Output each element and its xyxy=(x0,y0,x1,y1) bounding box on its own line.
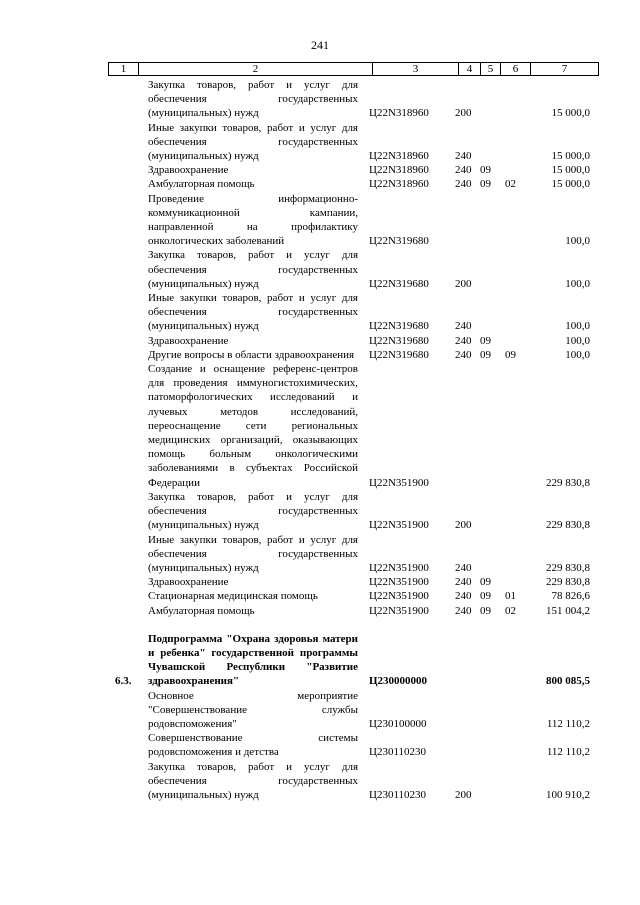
row-expense-type: 240 xyxy=(455,561,472,574)
row-code: Ц22N319680 xyxy=(369,320,429,333)
row-label: Закупка товаров, работ и услуг для обеспечения государственных (муниципальных) нужд xyxy=(148,249,358,290)
table-row xyxy=(0,575,640,589)
row-amount: 15 000,0 xyxy=(551,107,590,120)
row-number: 6.3. xyxy=(115,675,132,688)
row-expense-type: 240 xyxy=(455,320,472,333)
row-amount: 100,0 xyxy=(565,320,590,333)
table-row xyxy=(0,731,640,759)
table-row xyxy=(0,163,640,177)
header-col-6: 6 xyxy=(501,63,531,75)
row-code: Ц22N351900 xyxy=(369,604,429,617)
row-amount: 15 000,0 xyxy=(551,178,590,191)
row-code: Ц22N351900 xyxy=(369,519,429,532)
header-col-1: 1 xyxy=(109,63,139,75)
row-amount: 229 830,8 xyxy=(546,519,590,532)
row-label: Подпрограмма "Охрана здоровья матери и ребенка" государственной программы Чувашской Республики "Развитие здравоохранения" xyxy=(148,632,358,688)
row-expense-type: 200 xyxy=(455,277,472,290)
row-label: Иные закупки товаров, работ и услуг для обеспечения государственных (муниципальных) нужд xyxy=(148,121,358,163)
page-number: 241 xyxy=(311,38,329,52)
row-code: Ц230100000 xyxy=(369,717,427,730)
row-label: Здравоохранение xyxy=(148,164,229,177)
row-amount: 112 110,2 xyxy=(546,717,590,730)
row-code: Ц22N319680 xyxy=(369,235,429,248)
table-row xyxy=(0,334,640,348)
row-label: Другие вопросы в области здравоохранения xyxy=(148,348,355,361)
table-row xyxy=(0,589,640,603)
row-label: Закупка товаров, работ и услуг для обеспечения государственных (муниципальных) нужд xyxy=(148,79,358,120)
row-subsection: 09 xyxy=(505,348,516,361)
row-amount: 229 830,8 xyxy=(546,476,590,489)
header-col-5: 5 xyxy=(481,63,501,75)
row-expense-type: 200 xyxy=(455,788,472,801)
table-row xyxy=(0,632,640,689)
row-code: Ц230110230 xyxy=(369,788,427,801)
row-expense-type: 240 xyxy=(455,164,472,177)
row-expense-type: 240 xyxy=(455,576,472,589)
row-section: 09 xyxy=(480,178,491,191)
table-row xyxy=(0,362,640,490)
row-section: 09 xyxy=(480,348,491,361)
row-label: Амбулаторная помощь xyxy=(148,604,255,617)
row-code: Ц22N318960 xyxy=(369,164,429,177)
row-code: Ц22N351900 xyxy=(369,476,429,489)
row-subsection: 02 xyxy=(505,604,516,617)
row-expense-type: 240 xyxy=(455,178,472,191)
table-row xyxy=(0,490,640,533)
table-row xyxy=(0,248,640,291)
row-label: Закупка товаров, работ и услуг для обеспечения государственных (муниципальных) нужд xyxy=(148,490,358,532)
row-amount: 78 826,6 xyxy=(551,590,590,603)
row-amount: 100,0 xyxy=(565,348,590,361)
row-code: Ц22N318960 xyxy=(369,107,429,120)
row-label: Основное мероприятие "Совершенствование службы родовспоможения" xyxy=(148,689,358,730)
row-expense-type: 240 xyxy=(455,348,472,361)
row-code: Ц22N351900 xyxy=(369,590,429,603)
row-amount: 15 000,0 xyxy=(551,150,590,163)
row-section: 09 xyxy=(480,164,491,177)
row-amount: 100,0 xyxy=(565,334,590,347)
header-col-3: 3 xyxy=(373,63,459,75)
table-row xyxy=(0,121,640,164)
row-label: Иные закупки товаров, работ и услуг для обеспечения государственных (муниципальных) нужд xyxy=(148,292,358,333)
row-expense-type: 240 xyxy=(455,590,472,603)
row-code: Ц22N351900 xyxy=(369,561,429,574)
header-col-2: 2 xyxy=(139,63,373,75)
row-label: Создание и оснащение референс-центров для проведения иммуногистохимических, патоморфологических исследований и лучевых методов исследований, переоснащение сети региональных медицинских организаций, оказывающих помощь больным онкологическими заболеваниями в субъектах Российской Федерации xyxy=(148,363,358,489)
table-row xyxy=(0,291,640,334)
row-expense-type: 200 xyxy=(455,107,472,120)
row-label: Здравоохранение xyxy=(148,334,229,347)
row-label: Проведение информационно-коммуникационной кампании, направленной на профилактику онкологических заболеваний xyxy=(148,192,358,248)
row-section: 09 xyxy=(480,590,491,603)
row-code: Ц22N319680 xyxy=(369,348,429,361)
table-row xyxy=(0,533,640,576)
row-code: Ц22N319680 xyxy=(369,334,429,347)
row-label: Совершенствование системы родовспоможения и детства xyxy=(148,732,358,759)
row-label: Иные закупки товаров, работ и услуг для обеспечения государственных (муниципальных) нужд xyxy=(148,533,358,574)
row-code: Ц22N318960 xyxy=(369,178,429,191)
table-row xyxy=(0,689,640,732)
row-label: Стационарная медицинская помощь xyxy=(148,590,318,603)
row-expense-type: 240 xyxy=(455,150,472,163)
row-amount: 229 830,8 xyxy=(546,561,590,574)
row-amount: 100,0 xyxy=(565,277,590,290)
row-expense-type: 240 xyxy=(455,334,472,347)
table-body xyxy=(0,78,640,802)
row-code: Ц22N318960 xyxy=(369,150,429,163)
row-expense-type: 240 xyxy=(455,604,472,617)
table-header xyxy=(108,62,599,76)
row-amount: 800 085,5 xyxy=(546,675,590,688)
header-col-7: 7 xyxy=(561,63,568,75)
row-code: Ц230110230 xyxy=(369,746,427,759)
row-label: Здравоохранение xyxy=(148,576,229,589)
table-row xyxy=(0,604,640,618)
row-amount: 15 000,0 xyxy=(551,164,590,177)
row-expense-type: 200 xyxy=(455,519,472,532)
row-code: Ц22N319680 xyxy=(369,277,429,290)
table-row xyxy=(0,348,640,362)
row-label: Амбулаторная помощь xyxy=(148,178,255,191)
row-amount: 151 004,2 xyxy=(546,604,590,617)
table-row xyxy=(0,78,640,121)
row-subsection: 01 xyxy=(505,590,516,603)
row-code: Ц230000000 xyxy=(369,675,428,688)
row-section: 09 xyxy=(480,576,491,589)
row-section: 09 xyxy=(480,604,491,617)
row-code: Ц22N351900 xyxy=(369,576,429,589)
table-row xyxy=(0,177,640,191)
row-amount: 100 910,2 xyxy=(546,788,590,801)
row-amount: 100,0 xyxy=(565,235,590,248)
row-amount: 229 830,8 xyxy=(546,576,590,589)
header-col-4: 4 xyxy=(459,63,481,75)
row-section: 09 xyxy=(480,334,491,347)
table-row xyxy=(0,192,640,249)
row-label: Закупка товаров, работ и услуг для обеспечения государственных (муниципальных) нужд xyxy=(148,760,358,801)
row-subsection: 02 xyxy=(505,178,516,191)
row-amount: 112 110,2 xyxy=(546,746,590,759)
table-row xyxy=(0,760,640,803)
